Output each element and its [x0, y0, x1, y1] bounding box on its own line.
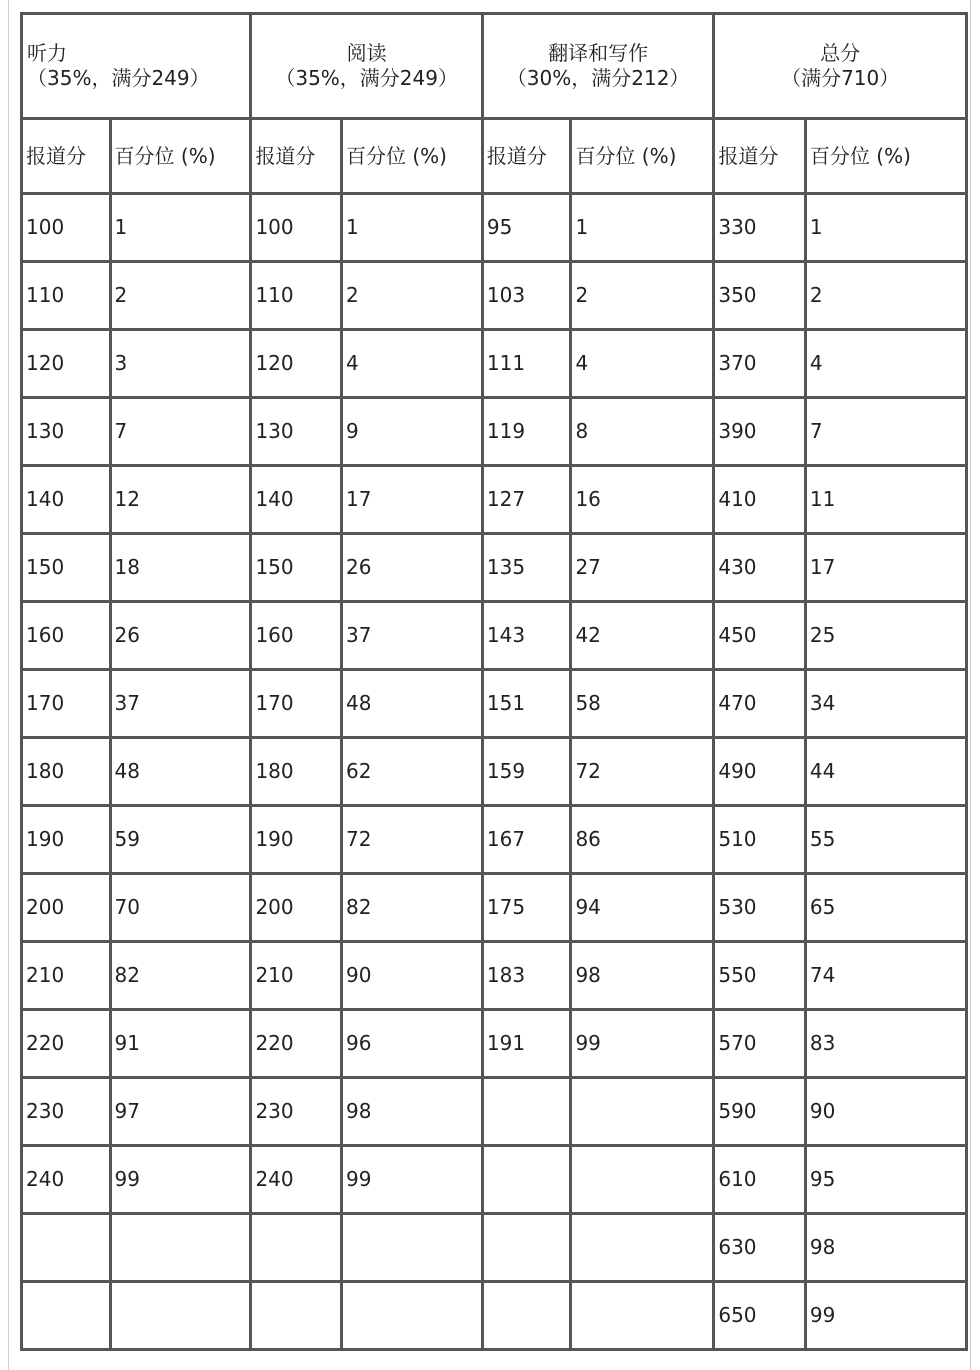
cell-writing-percentile [572, 1283, 715, 1351]
cell-reading-percentile: 1 [343, 195, 484, 263]
cell-reading-score: 210 [252, 943, 343, 1011]
cell-total-percentile: 2 [807, 263, 968, 331]
cell-reading-percentile: 99 [343, 1147, 484, 1215]
cell-writing-percentile: 16 [572, 467, 715, 535]
cell-writing-score: 175 [484, 875, 573, 943]
section-title: 阅读 [346, 41, 387, 65]
cell-writing-score: 167 [484, 807, 573, 875]
cell-listening-percentile: 48 [112, 739, 253, 807]
cell-listening-percentile: 82 [112, 943, 253, 1011]
cell-reading-score: 200 [252, 875, 343, 943]
cell-total-percentile: 1 [807, 195, 968, 263]
table-row [23, 943, 968, 1011]
cell-listening-percentile [112, 1215, 253, 1283]
cell-total-score: 590 [715, 1079, 807, 1147]
cell-total-score: 350 [715, 263, 807, 331]
col-header-score: 报道分 [23, 120, 112, 195]
cell-writing-score: 119 [484, 399, 573, 467]
cell-total-percentile: 55 [807, 807, 968, 875]
cell-reading-score: 170 [252, 671, 343, 739]
table-row [23, 671, 968, 739]
cell-total-percentile: 99 [807, 1283, 968, 1351]
cell-listening-score: 140 [23, 467, 112, 535]
table-row [23, 467, 968, 535]
cell-writing-percentile [572, 1147, 715, 1215]
cell-total-percentile: 83 [807, 1011, 968, 1079]
cell-total-score: 610 [715, 1147, 807, 1215]
cell-reading-percentile: 48 [343, 671, 484, 739]
cell-listening-percentile: 3 [112, 331, 253, 399]
cell-listening-score: 170 [23, 671, 112, 739]
table-row [23, 807, 968, 875]
cell-writing-percentile [572, 1079, 715, 1147]
cell-listening-score: 130 [23, 399, 112, 467]
cell-writing-percentile: 4 [572, 331, 715, 399]
cell-total-percentile: 7 [807, 399, 968, 467]
table-row [23, 1079, 968, 1147]
cell-total-score: 570 [715, 1011, 807, 1079]
cell-listening-score: 200 [23, 875, 112, 943]
cell-total-percentile: 90 [807, 1079, 968, 1147]
section-title: 翻译和写作 [548, 41, 649, 65]
cell-reading-percentile: 2 [343, 263, 484, 331]
table-row [23, 195, 968, 263]
section-header-listening [23, 15, 252, 120]
cell-total-percentile: 65 [807, 875, 968, 943]
section-header-translation-writing [484, 15, 715, 120]
cell-total-percentile: 25 [807, 603, 968, 671]
table-row [23, 1011, 968, 1079]
column-header-row [23, 120, 968, 195]
cell-reading-percentile: 37 [343, 603, 484, 671]
table-row [23, 331, 968, 399]
cell-total-score: 490 [715, 739, 807, 807]
cell-reading-percentile [343, 1283, 484, 1351]
cell-listening-score: 220 [23, 1011, 112, 1079]
col-header-percentile: 百分位 (%) [343, 120, 484, 195]
cell-writing-score: 127 [484, 467, 573, 535]
table-row [23, 875, 968, 943]
cell-listening-percentile: 70 [112, 875, 253, 943]
section-title: 听力 [27, 41, 67, 65]
cell-reading-score: 100 [252, 195, 343, 263]
cell-writing-percentile: 98 [572, 943, 715, 1011]
cell-listening-percentile: 91 [112, 1011, 253, 1079]
cell-listening-score: 100 [23, 195, 112, 263]
cell-writing-score: 95 [484, 195, 573, 263]
cell-reading-score [252, 1283, 343, 1351]
cell-reading-percentile: 90 [343, 943, 484, 1011]
section-subtitle: （满分710） [781, 66, 900, 90]
cell-writing-score [484, 1079, 573, 1147]
table-row [23, 399, 968, 467]
table-row [23, 263, 968, 331]
cell-writing-percentile: 2 [572, 263, 715, 331]
cell-listening-score: 230 [23, 1079, 112, 1147]
col-header-percentile: 百分位 (%) [112, 120, 253, 195]
cell-listening-score: 190 [23, 807, 112, 875]
cell-reading-score: 190 [252, 807, 343, 875]
section-header-total [715, 15, 968, 120]
cell-reading-percentile: 4 [343, 331, 484, 399]
cell-writing-percentile: 99 [572, 1011, 715, 1079]
cell-total-score: 550 [715, 943, 807, 1011]
col-header-score: 报道分 [252, 120, 343, 195]
cell-listening-percentile: 97 [112, 1079, 253, 1147]
cell-writing-score: 159 [484, 739, 573, 807]
section-title: 总分 [820, 41, 861, 65]
col-header-score: 报道分 [484, 120, 573, 195]
table-row [23, 1215, 968, 1283]
col-header-percentile: 百分位 (%) [572, 120, 715, 195]
cell-writing-percentile [572, 1215, 715, 1283]
cell-total-percentile: 17 [807, 535, 968, 603]
cell-writing-percentile: 86 [572, 807, 715, 875]
cell-reading-score: 240 [252, 1147, 343, 1215]
cell-total-score: 430 [715, 535, 807, 603]
cell-total-score: 390 [715, 399, 807, 467]
cell-reading-percentile: 96 [343, 1011, 484, 1079]
cell-total-score: 470 [715, 671, 807, 739]
page-right-rule [970, 0, 971, 1370]
table-row [23, 1147, 968, 1215]
cell-reading-score: 120 [252, 331, 343, 399]
section-header-row [23, 15, 968, 120]
cell-writing-score: 135 [484, 535, 573, 603]
cell-total-percentile: 11 [807, 467, 968, 535]
cell-reading-percentile [343, 1215, 484, 1283]
cell-listening-percentile: 12 [112, 467, 253, 535]
cell-writing-score [484, 1147, 573, 1215]
cell-listening-score: 160 [23, 603, 112, 671]
cell-reading-percentile: 98 [343, 1079, 484, 1147]
cell-reading-percentile: 72 [343, 807, 484, 875]
col-header-percentile: 百分位 (%) [807, 120, 968, 195]
cell-writing-percentile: 27 [572, 535, 715, 603]
cell-writing-percentile: 42 [572, 603, 715, 671]
cell-writing-score: 103 [484, 263, 573, 331]
cell-listening-percentile: 18 [112, 535, 253, 603]
table-row [23, 1283, 968, 1351]
section-header-reading [252, 15, 483, 120]
cell-reading-percentile: 9 [343, 399, 484, 467]
cell-reading-score: 150 [252, 535, 343, 603]
page-left-rule [8, 0, 9, 1370]
cell-writing-percentile: 1 [572, 195, 715, 263]
section-subtitle: （30%，满分212） [506, 66, 690, 90]
cell-listening-score: 150 [23, 535, 112, 603]
cell-listening-percentile [112, 1283, 253, 1351]
cell-reading-percentile: 17 [343, 467, 484, 535]
cell-total-percentile: 74 [807, 943, 968, 1011]
cell-reading-score: 230 [252, 1079, 343, 1147]
cell-reading-percentile: 82 [343, 875, 484, 943]
cell-listening-score: 120 [23, 331, 112, 399]
score-percentile-table [20, 12, 968, 1351]
cell-reading-percentile: 62 [343, 739, 484, 807]
cell-listening-percentile: 37 [112, 671, 253, 739]
cell-total-score: 650 [715, 1283, 807, 1351]
cell-total-percentile: 4 [807, 331, 968, 399]
cell-total-percentile: 98 [807, 1215, 968, 1283]
cell-writing-score: 111 [484, 331, 573, 399]
cell-total-percentile: 95 [807, 1147, 968, 1215]
cell-listening-score: 110 [23, 263, 112, 331]
cell-writing-score: 151 [484, 671, 573, 739]
cell-reading-percentile: 26 [343, 535, 484, 603]
cell-listening-score: 180 [23, 739, 112, 807]
cell-writing-score: 191 [484, 1011, 573, 1079]
cell-writing-percentile: 72 [572, 739, 715, 807]
cell-total-percentile: 44 [807, 739, 968, 807]
cell-reading-score [252, 1215, 343, 1283]
col-header-score: 报道分 [715, 120, 807, 195]
cell-reading-score: 140 [252, 467, 343, 535]
cell-listening-percentile: 7 [112, 399, 253, 467]
cell-writing-percentile: 94 [572, 875, 715, 943]
cell-total-score: 370 [715, 331, 807, 399]
cell-writing-score [484, 1283, 573, 1351]
cell-reading-score: 110 [252, 263, 343, 331]
cell-listening-score [23, 1215, 112, 1283]
cell-listening-score: 210 [23, 943, 112, 1011]
cell-reading-score: 220 [252, 1011, 343, 1079]
cell-listening-percentile: 2 [112, 263, 253, 331]
cell-total-score: 450 [715, 603, 807, 671]
cell-total-percentile: 34 [807, 671, 968, 739]
cell-total-score: 530 [715, 875, 807, 943]
cell-reading-score: 130 [252, 399, 343, 467]
cell-total-score: 330 [715, 195, 807, 263]
cell-total-score: 630 [715, 1215, 807, 1283]
cell-listening-score: 240 [23, 1147, 112, 1215]
cell-writing-score: 183 [484, 943, 573, 1011]
cell-listening-percentile: 1 [112, 195, 253, 263]
cell-total-score: 510 [715, 807, 807, 875]
cell-writing-percentile: 8 [572, 399, 715, 467]
table-row [23, 603, 968, 671]
cell-writing-score [484, 1215, 573, 1283]
cell-total-score: 410 [715, 467, 807, 535]
cell-listening-percentile: 26 [112, 603, 253, 671]
cell-writing-percentile: 58 [572, 671, 715, 739]
table-row [23, 535, 968, 603]
cell-listening-percentile: 59 [112, 807, 253, 875]
section-subtitle: （35%，满分249） [27, 66, 210, 90]
cell-reading-score: 180 [252, 739, 343, 807]
cell-listening-score [23, 1283, 112, 1351]
cell-reading-score: 160 [252, 603, 343, 671]
cell-listening-percentile: 99 [112, 1147, 253, 1215]
cell-writing-score: 143 [484, 603, 573, 671]
section-subtitle: （35%，满分249） [275, 66, 458, 90]
table-row [23, 739, 968, 807]
